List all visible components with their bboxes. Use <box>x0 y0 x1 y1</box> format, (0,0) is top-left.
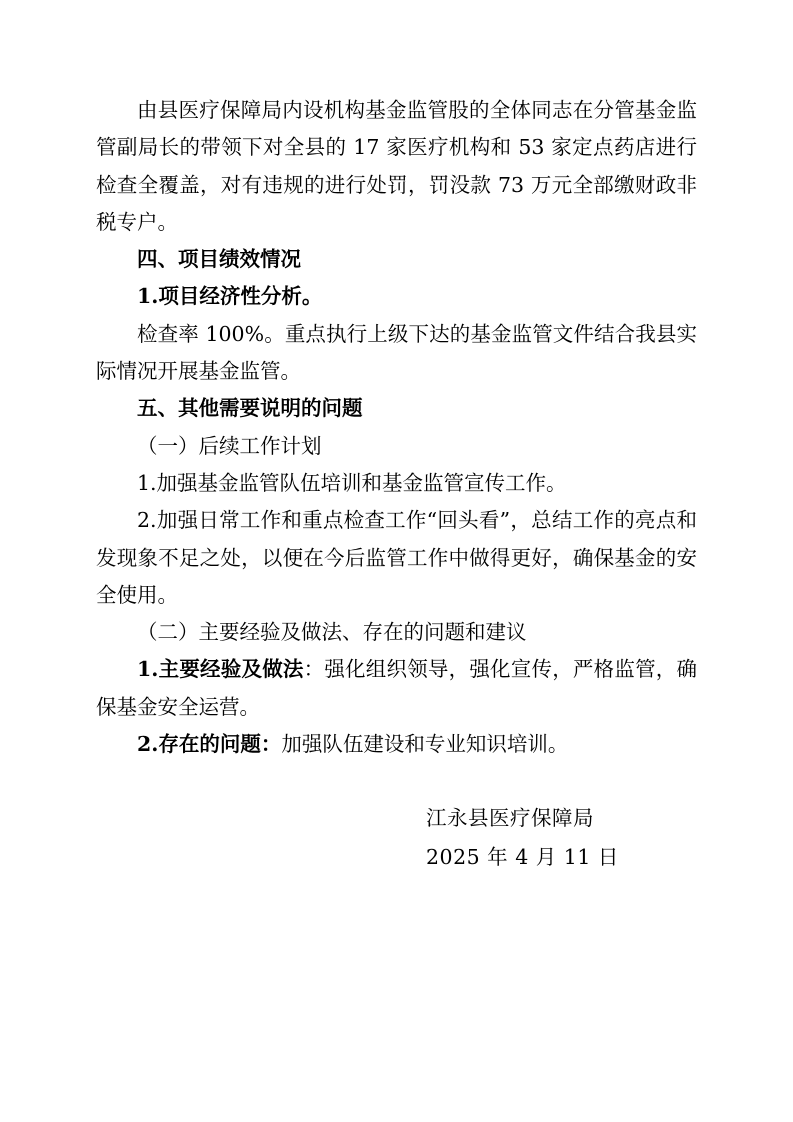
heading-followup-plan: （一）后续工作计划 <box>137 433 322 458</box>
heading-section-five: 五、其他需要说明的问题 <box>137 396 363 421</box>
label-existing-problems: 2.存在的问题： <box>137 732 282 757</box>
signature-date: 2025 年 4 月 11 日 <box>426 845 619 870</box>
paragraph-coverage: 由县医疗保障局内设机构基金监管股的全体同志在分管基金监管副局长的带领下对全县的 17 家医疗机构和 53 家定点药店进行检查全覆盖，对有违规的进行处罚，罚没款 73 万元全部缴财政非税专户。 <box>96 98 697 234</box>
paragraph-main-experience <box>96 651 697 726</box>
paragraph-existing-problems <box>96 726 697 763</box>
heading-section-four: 四、项目绩效情况 <box>137 247 301 272</box>
text-existing-problems: 加强队伍建设和专业知识培训。 <box>281 732 569 757</box>
signature-block <box>96 799 697 877</box>
text-main-experience: ：强化组织领导，强化宣传，严格监管，确保基金安全运营。 <box>96 657 697 719</box>
label-main-experience: 1.主要经验及做法 <box>137 657 304 682</box>
heading-economic-analysis: 1.项目经济性分析。 <box>137 284 323 309</box>
paragraph-plan-item-1: 1.加强基金监管队伍培训和基金监管宣传工作。 <box>137 470 567 495</box>
document-body <box>96 92 697 877</box>
paragraph-inspection-rate: 检查率 100%。重点执行上级下达的基金监管文件结合我县实际情况开展基金监管。 <box>96 321 697 384</box>
signature-organization: 江永县医疗保障局 <box>426 806 594 831</box>
heading-experience-problems: （二）主要经验及做法、存在的问题和建议 <box>137 620 527 645</box>
paragraph-plan-item-2: 2.加强日常工作和重点检查工作“回头看”，总结工作的亮点和发现象不足之处，以便在今后监管工作中做得更好，确保基金的安全使用。 <box>96 508 697 607</box>
